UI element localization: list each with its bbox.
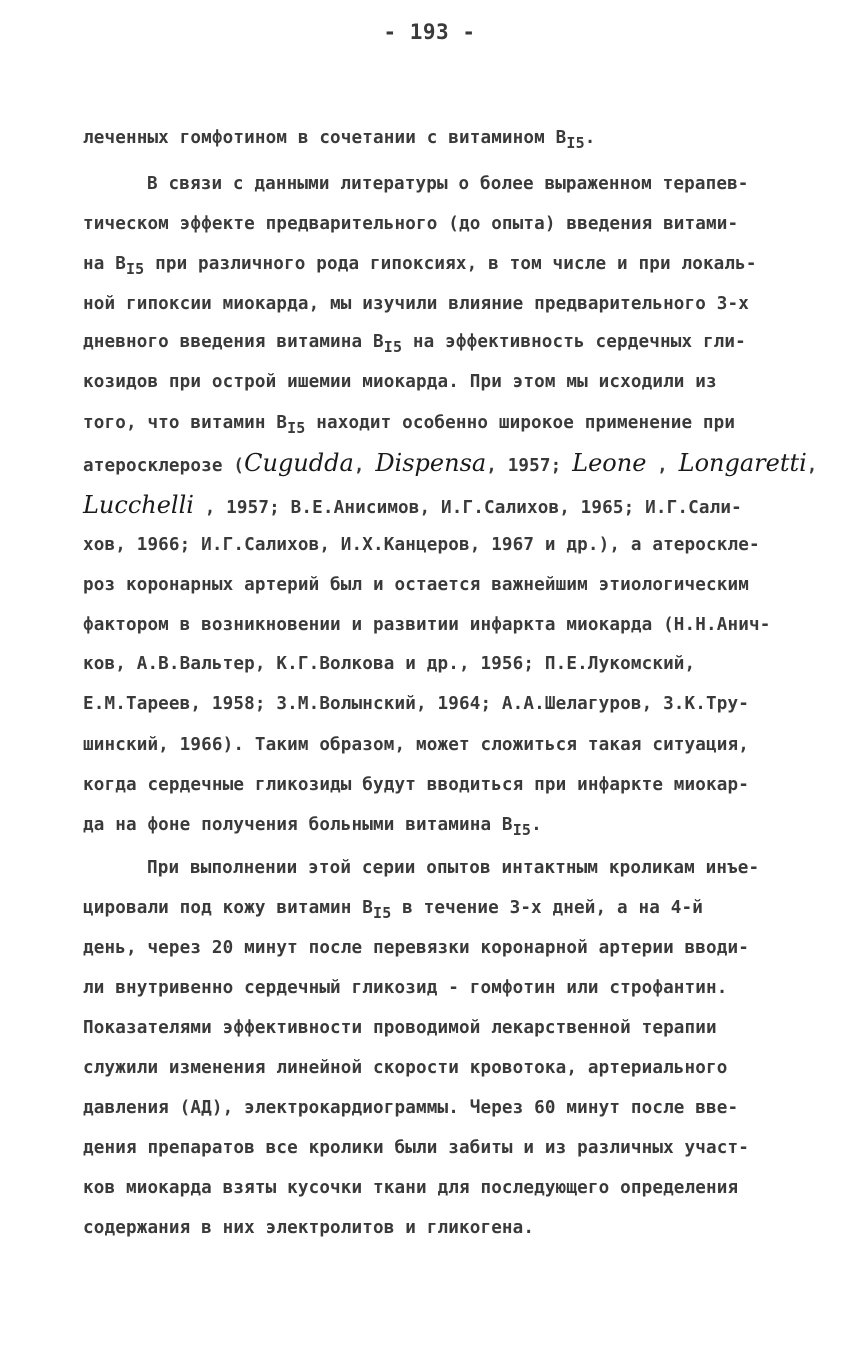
text-run: ,: [646, 456, 679, 476]
text-run: да на фоне получения больными витамина В: [82, 815, 513, 835]
text-run: .: [584, 128, 596, 148]
text-run: ной гипоксии миокарда, мы изучили влияние предварительного 3-х: [82, 294, 750, 314]
text-run: на эффективность сердечных гли-: [402, 332, 746, 352]
text-run: ков, А.В.Вальтер, К.Г.Волкова и др., 1956; П.Е.Лукомский,: [82, 654, 696, 674]
text-run: , 1957; В.Е.Анисимов, И.Г.Салихов, 1965; И.Г.Сали-: [193, 498, 742, 518]
text-run: фактором в возникновении и развитии инфаркта миокарда (Н.Н.Анич-: [82, 615, 771, 635]
subscript: I5: [287, 419, 306, 437]
text-run: давления (АД), электрокардиограммы. Через 60 минут после вве-: [82, 1098, 739, 1118]
text-run: цировали под кожу витамин В: [82, 898, 374, 918]
subscript: I5: [383, 338, 403, 356]
handwritten-author-name: Cugudda: [244, 449, 354, 477]
text-run: находит особенно широкое применение при: [305, 413, 736, 433]
text-run: когда сердечные гликозиды будут вводиться при инфаркте миокар-: [82, 775, 750, 795]
text-run: тическом эффекте предварительного (до опыта) введения витами-: [82, 214, 739, 234]
text-run: содержания в них электролитов и гликогена.: [82, 1218, 535, 1238]
text-run: ,: [806, 456, 818, 476]
text-run: леченных гомфотином в сочетании с витамином В: [82, 128, 567, 148]
handwritten-author-name: Leone: [572, 449, 647, 477]
subscript: I5: [566, 134, 585, 152]
text-run: при различного рода гипоксиях, в том числе и при локаль-: [144, 254, 757, 274]
text-run: дения препаратов все кролики были забиты и из различных участ-: [82, 1138, 750, 1158]
text-run: ли внутривенно сердечный гликозид - гомфотин или строфантин.: [82, 978, 728, 998]
text-run: того, что витамин В: [82, 413, 288, 433]
text-run: роз коронарных артерий был и остается важнейшим этиологическим: [82, 575, 750, 595]
text-run: , 1957;: [486, 456, 573, 476]
text-run: день, через 20 минут после перевязки коронарной артерии вводи-: [82, 938, 750, 958]
text-run: Показателями эффективности проводимой лекарственной терапии: [82, 1018, 717, 1038]
text-run: При выполнении этой серии опытов интактным кроликам инъе-: [146, 858, 760, 878]
text-run: дневного введения витамина В: [82, 332, 384, 352]
subscript: I5: [373, 904, 392, 922]
text-run: на В: [82, 254, 126, 274]
text-run: .: [531, 815, 542, 835]
handwritten-author-name: Lucchelli: [82, 491, 194, 519]
text-run: козидов при острой ишемии миокарда. При этом мы исходили из: [82, 372, 717, 392]
text-run: шинский, 1966). Таким образом, может сложиться такая ситуация,: [82, 735, 750, 755]
text-run: Е.М.Тареев, 1958; З.М.Волынский, 1964; А.А.Шелагуров, З.К.Тру-: [82, 694, 750, 714]
handwritten-author-name: Longaretti: [678, 449, 807, 477]
text-line: [40, 1189, 534, 1267]
subscript: I5: [125, 260, 145, 278]
handwritten-author-name: Dispensa: [375, 449, 487, 477]
page-number: - 193 -: [383, 20, 476, 44]
subscript: I5: [512, 821, 532, 839]
text-run: хов, 1966; И.Г.Салихов, И.Х.Канцеров, 1967 и др.), а атероскле-: [82, 535, 760, 555]
text-run: В связи с данными литературы о более выраженном терапев-: [146, 174, 749, 194]
text-run: ков миокарда взяты кусочки ткани для последующего определения: [82, 1178, 739, 1198]
text-run: атеросклерозе (: [82, 456, 245, 476]
text-run: служили изменения линейной скорости кровотока, артериального: [82, 1058, 728, 1078]
text-run: ,: [353, 456, 376, 476]
text-run: в течение 3-х дней, а на 4-й: [391, 898, 703, 918]
